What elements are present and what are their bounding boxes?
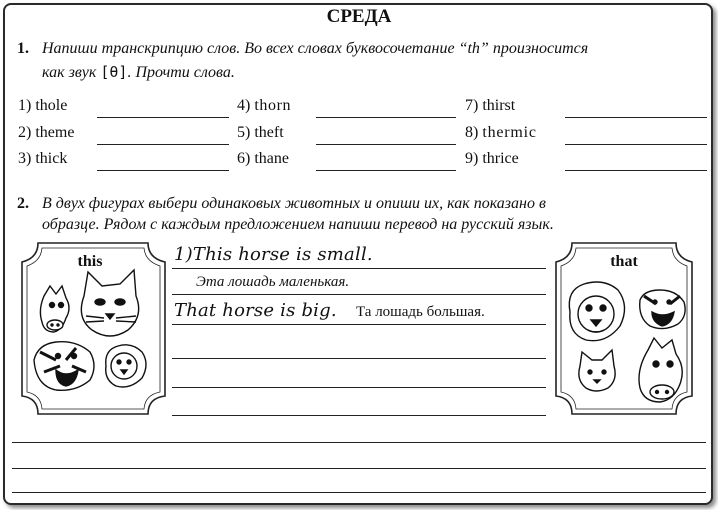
this-label: this bbox=[77, 253, 103, 270]
task2-instruction-line2: образце. Рядом с каждым предложением напиши перевод на русский язык. bbox=[42, 216, 554, 233]
transcription-line-6[interactable] bbox=[316, 170, 456, 171]
word-text: thick bbox=[35, 150, 68, 167]
task2-number: 2. bbox=[17, 195, 29, 212]
word-number: 5) bbox=[237, 124, 251, 141]
word-row bbox=[18, 124, 74, 142]
transcription-line-8[interactable] bbox=[565, 144, 707, 145]
word-text: thane bbox=[254, 150, 289, 167]
transcription-line-9[interactable] bbox=[565, 170, 707, 171]
word-number: 3) bbox=[18, 150, 32, 167]
word-text: thorn bbox=[254, 97, 292, 114]
page-title: СРЕДА bbox=[326, 6, 392, 27]
word-number: 6) bbox=[237, 150, 251, 167]
word-row bbox=[18, 150, 67, 168]
writing-line-6[interactable] bbox=[172, 415, 546, 416]
task1-instruction-line2 bbox=[42, 63, 235, 82]
word-number: 2) bbox=[18, 124, 32, 141]
transcription-line-5[interactable] bbox=[316, 144, 456, 145]
word-number: 9) bbox=[465, 150, 479, 167]
transcription-line-1[interactable] bbox=[97, 117, 229, 118]
word-number: 7) bbox=[465, 97, 479, 114]
word-number: 1) bbox=[18, 97, 32, 114]
word-text: theme bbox=[35, 124, 75, 141]
word-number: 4) bbox=[237, 97, 251, 114]
example-sentence-1: 1)This horse is small. bbox=[174, 244, 373, 265]
example-sentence-2: That horse is big. bbox=[174, 300, 337, 321]
word-text: thirst bbox=[482, 97, 516, 114]
bottom-writing-line-3[interactable] bbox=[12, 492, 706, 493]
transcription-line-4[interactable] bbox=[316, 117, 456, 118]
writing-line-4[interactable] bbox=[172, 358, 546, 359]
theta-sound: [θ] bbox=[100, 63, 128, 81]
tiger-big-drawing bbox=[640, 290, 685, 329]
word-row bbox=[465, 150, 519, 168]
word-text: theft bbox=[254, 124, 284, 141]
word-text: thermic bbox=[482, 124, 537, 141]
example-translation-1: Эта лошадь маленькая. bbox=[196, 274, 350, 290]
writing-line-3[interactable] bbox=[172, 324, 546, 325]
writing-line-1[interactable] bbox=[172, 268, 546, 269]
writing-line-5[interactable] bbox=[172, 387, 546, 388]
transcription-line-3[interactable] bbox=[97, 170, 229, 171]
task1-instruction-start: как звук bbox=[42, 64, 97, 81]
tiger-small-drawing bbox=[34, 342, 94, 391]
word-row bbox=[237, 124, 284, 142]
example-translation-2: Та лошадь большая. bbox=[356, 304, 485, 320]
bottom-writing-line-1[interactable] bbox=[12, 442, 706, 443]
task1-instruction-line1: Напиши транскрипцию слов. Во всех словах буквосочетание “th” произносится bbox=[42, 40, 589, 57]
word-row bbox=[18, 97, 67, 115]
word-text: thole bbox=[35, 97, 68, 114]
task1-number: 1. bbox=[17, 40, 29, 57]
task1-instruction-end: . Прочти слова. bbox=[127, 64, 235, 81]
word-row bbox=[465, 97, 515, 115]
lion-small-drawing bbox=[106, 345, 146, 387]
writing-line-2[interactable] bbox=[172, 294, 546, 295]
word-text: thrice bbox=[482, 150, 519, 167]
word-number: 8) bbox=[465, 124, 479, 141]
task2-instruction-line1: В двух фигурах выбери одинаковых животных и опиши их, как показано в bbox=[42, 195, 546, 212]
bottom-writing-line-2[interactable] bbox=[12, 468, 706, 469]
transcription-line-7[interactable] bbox=[565, 117, 707, 118]
word-row bbox=[237, 97, 291, 115]
word-row bbox=[237, 150, 289, 168]
that-label: that bbox=[610, 253, 638, 270]
word-row bbox=[465, 124, 537, 142]
transcription-line-2[interactable] bbox=[97, 144, 229, 145]
